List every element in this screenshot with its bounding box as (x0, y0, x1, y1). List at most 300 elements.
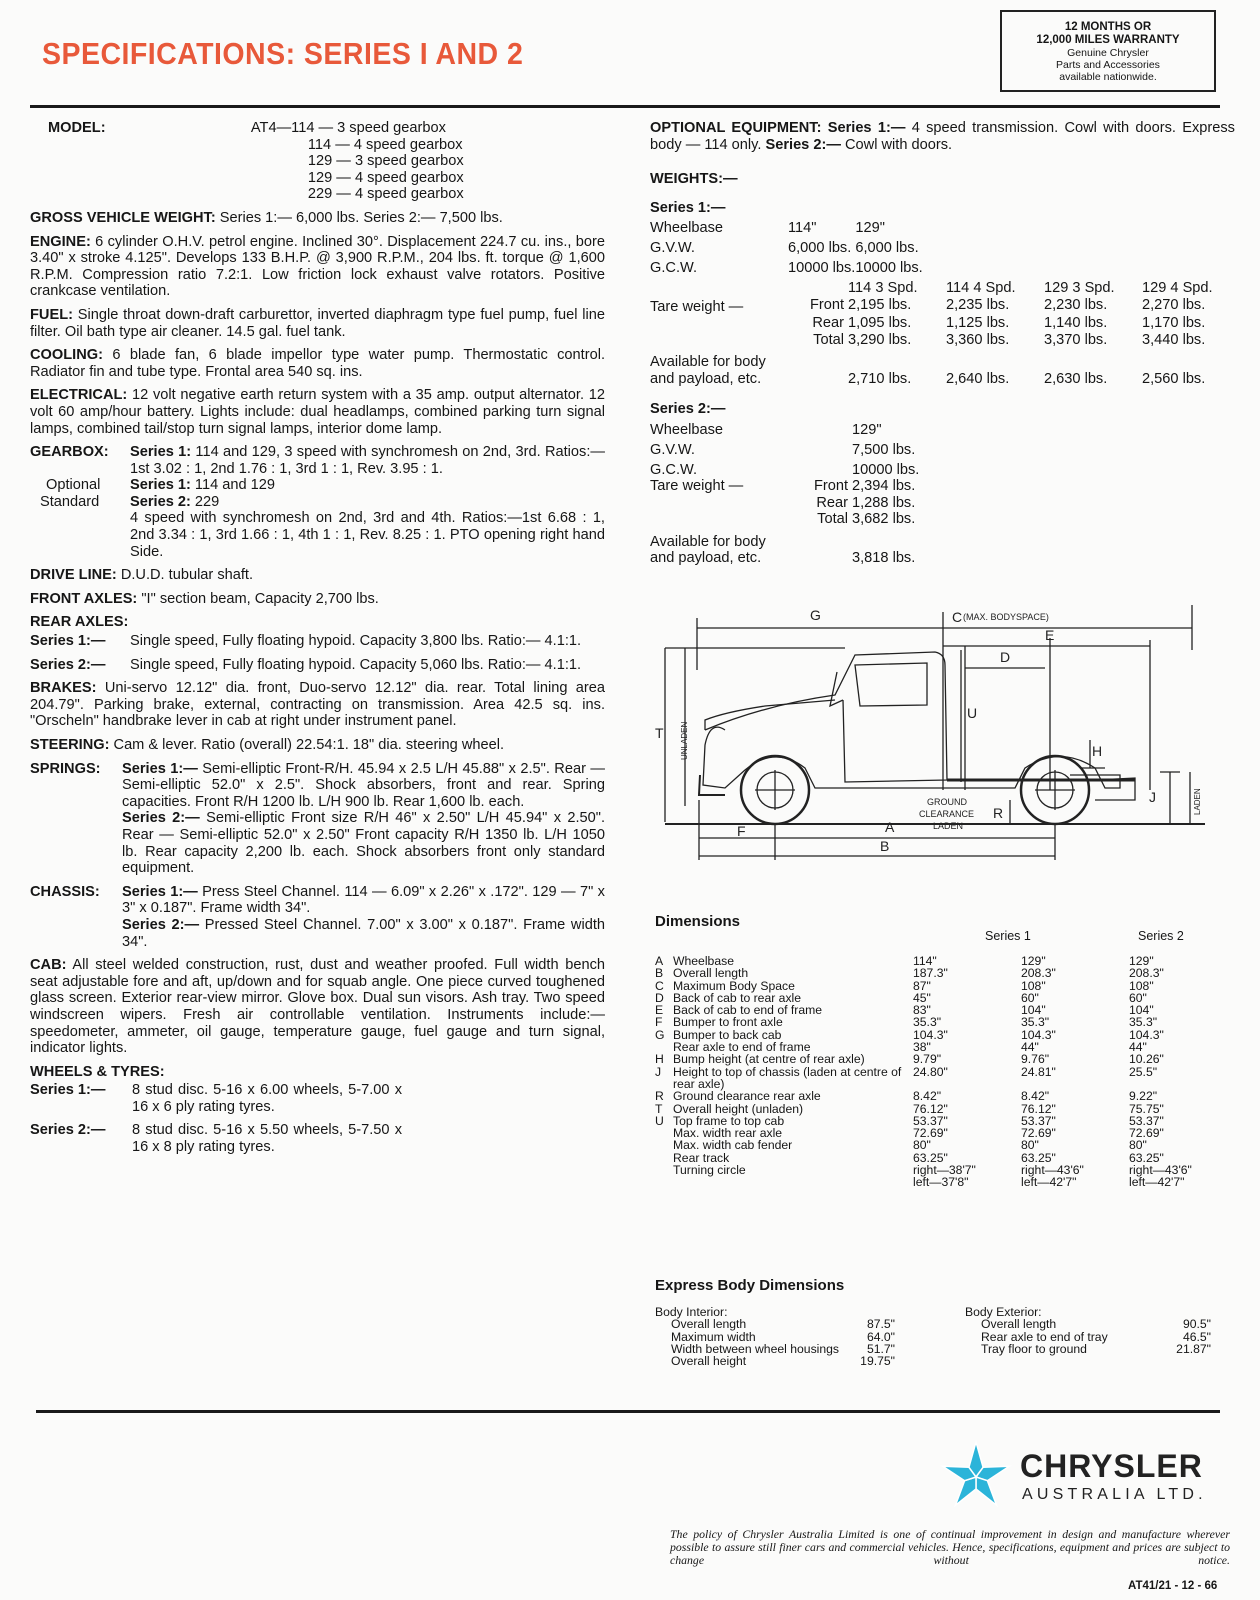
cooling-spec (30, 347, 605, 380)
steering-spec (30, 737, 605, 754)
cab-text: All steel welded construction, rust, dust and weather proofed. Full width bench seat adjustable fore and aft, up/down and for squab angle. One piece curved toughened glass screen. Exterior rear-view mirror. Glove box. Dual sun visors. Ash tray. Two speed windscreen wipers. Fresh air controllable ventilation. Instruments include:— speedometer, ammeter, oil gauge, temperature gauge, fuel gauge and turn signal, indicator lights. (30, 957, 605, 1057)
express-cell: 51.7" (866, 1341, 895, 1356)
weights-cell: Front (813, 478, 848, 495)
express-cell: Overall height (671, 1354, 747, 1369)
dimension-cell (655, 1152, 673, 1164)
warranty-line-5: available nationwide. (1059, 71, 1157, 83)
weights-cell: Rear (812, 315, 844, 332)
weights-cell: Total (817, 511, 848, 528)
weights-label: WEIGHTS:— (650, 171, 738, 188)
dimension-cell: 72.69" (913, 1126, 948, 1141)
dimension-cell: left—42'7" (1129, 1175, 1185, 1190)
dimension-cell: 76.12" (913, 1101, 948, 1116)
optional-s2-label: Series 2:— (765, 136, 841, 153)
dimension-cell: 187.3" (913, 966, 948, 981)
optional-s1-label: Series 1:— (827, 120, 906, 136)
dimension-cell: Rear track (673, 1150, 730, 1165)
dimension-cell: 104.3" (913, 1027, 948, 1042)
dimension-cell: Overall length (673, 966, 749, 981)
exterior-label: Body Exterior: (965, 1305, 1042, 1319)
weights-cell: 7,500 lbs. (852, 441, 916, 458)
warranty-line-1: 12 MONTHS OR (1064, 21, 1152, 33)
dimension-cell: 8.42" (1021, 1089, 1050, 1104)
dimension-cell: 25.5" (1129, 1064, 1158, 1079)
optional-label: Optional (46, 477, 101, 494)
dimension-cell: Bumper to back cab (673, 1027, 782, 1042)
express-cell: 46.5" (1182, 1329, 1211, 1344)
weights-col-head: 114 4 Spd. (946, 280, 1016, 297)
dimension-cell: Back of cab to end of frame (673, 1003, 823, 1018)
right-column (650, 120, 1235, 567)
wheels-s1-text: 8 stud disc. 5-16 x 6.00 wheels, 5-7.00 x 16 x 6 ply rating tyres. (132, 1082, 402, 1115)
fuel-text: Single throat down-draft carburettor, inverted diaphragm type fuel pump, fuel line filter. Oil bath type air cleaner. 14.5 gal. fuel tank. (30, 306, 605, 340)
weights-cell: 2,640 lbs. (946, 370, 1010, 387)
dimension-cell: 104" (1021, 1003, 1046, 1018)
gvw-label: GROSS VEHICLE WEIGHT: (30, 209, 216, 226)
weights-cell: 3,370 lbs. (1044, 331, 1108, 348)
dimension-cell: Bump height (at centre of rear axle) (673, 1052, 865, 1067)
dimension-row (655, 1103, 1219, 1115)
dimension-cell: 53.37" (1129, 1113, 1164, 1128)
dimension-cell: 108" (1021, 978, 1046, 993)
label-b: B (880, 838, 890, 854)
dimension-cell: 8.42" (913, 1089, 942, 1104)
dimension-row (655, 1139, 1219, 1151)
gearbox-s1-label: Series 1: (130, 444, 192, 461)
dimension-cell: 114" (913, 954, 937, 968)
tare-label: Tare weight — (650, 298, 744, 315)
chassis-spec (30, 884, 605, 950)
driveline-spec (30, 567, 605, 584)
available-label: Available for body (650, 533, 766, 550)
dimension-cell: 208.3" (1129, 966, 1164, 981)
wheels-label: WHEELS & TYRES: (30, 1063, 165, 1080)
dimension-cell: Back of cab to rear axle (673, 990, 802, 1005)
springs-spec (30, 761, 605, 877)
label-c-note: (MAX. BODYSPACE) (963, 612, 1049, 622)
weights-cell: 2,235 lbs. (946, 296, 1010, 313)
weights-cell: G.C.W. (650, 260, 698, 277)
dimension-cell: 63.25" (1021, 1150, 1056, 1165)
optional-s1-text: 4 speed transmission. Cowl with doors. Express body — 114 only. (650, 120, 1235, 153)
chrysler-logo (940, 1440, 1230, 1520)
label-a: A (885, 819, 895, 835)
model-line: 114 — 4 speed gearbox (307, 136, 463, 153)
weights-cell: 6,000 lbs. (788, 240, 852, 257)
dimension-cell: 80" (1021, 1138, 1039, 1153)
standard-label: Standard (40, 493, 100, 510)
disclaimer: The policy of Chrysler Australia Limited is one of continual improvement in design and manufacture wherever possible to assure still finer cars and commercial vehicles. Hence, specifications, equipment and prices are subject to change without notice. (670, 1527, 1230, 1567)
gvw-spec (30, 210, 605, 227)
standard-series-label: Series 2: (130, 493, 191, 510)
cooling-label: COOLING: (30, 347, 103, 364)
fuel-label: FUEL: (30, 306, 73, 323)
front-axles-label: FRONT AXLES: (30, 590, 138, 607)
springs-label: SPRINGS: (30, 760, 101, 777)
weights-cell: Wheelbase (650, 220, 724, 237)
available-label-2: and payload, etc. (650, 370, 762, 387)
dimension-row (655, 967, 1219, 979)
weights-cell: 2,560 lbs. (1142, 370, 1206, 387)
model-line: 229 — 4 speed gearbox (307, 186, 464, 203)
dimension-row (655, 1016, 1219, 1028)
weights-cell: 10000 lbs. (855, 260, 923, 277)
warranty-line-3: Genuine Chrysler (1067, 47, 1149, 59)
dimension-cell: 83" (913, 1003, 931, 1018)
express-row (671, 1318, 895, 1330)
model-block (48, 120, 605, 203)
dimension-cell: 38" (913, 1040, 931, 1055)
weights-cell: 1,125 lbs. (946, 315, 1010, 332)
brakes-spec (30, 680, 605, 730)
label-d: D (1000, 649, 1011, 665)
warranty-line-2: 12,000 MILES WARRANTY (1036, 34, 1180, 46)
weights-cell: Total (813, 331, 844, 348)
top-divider (30, 105, 1220, 108)
springs-s2-label: Series 2:— (122, 810, 200, 827)
brakes-label: BRAKES: (30, 680, 97, 697)
rear-axles-heading (30, 614, 605, 631)
logo-name: CHRYSLER (1020, 1448, 1203, 1484)
label-laden: LADEN (1193, 788, 1202, 815)
label-c: C (952, 609, 963, 625)
dimension-cell: 44" (1129, 1040, 1147, 1055)
front-axles-text: "I" section beam, Capacity 2,700 lbs. (141, 590, 379, 607)
dimension-cell: 24.80" (913, 1064, 948, 1079)
express-interior (655, 1306, 915, 1367)
dimension-cell: right—43'6" (1129, 1163, 1192, 1178)
weights-cell: Front (809, 296, 844, 313)
dimension-cell: 9.79" (913, 1052, 942, 1067)
left-column (30, 120, 605, 1163)
dimension-cell: 35.3" (1129, 1015, 1158, 1030)
dimension-cell: H (655, 1052, 664, 1067)
weights-cell: 3,440 lbs. (1142, 331, 1206, 348)
weights-col-head: 114 3 Spd. (848, 280, 918, 297)
driveline-label: DRIVE LINE: (30, 567, 117, 584)
label-ground-3: LADEN (933, 821, 964, 831)
available-label-2: and payload, etc. (650, 550, 762, 567)
truck-dimension-diagram (655, 607, 1225, 880)
electrical-text: 12 volt negative earth return system with a 35 amp. output alternator. 12 volt 60 amp/hour battery. Lights include: dual headlamps, combined parking turn signal lamps, combined tail/stop turn signal lamps, interior dome lamp. (30, 387, 605, 437)
dimension-cell: right—38'7" (913, 1163, 976, 1178)
dimension-cell: U (655, 1113, 664, 1128)
optional-equipment (650, 120, 1235, 153)
dimension-cell: D (655, 990, 664, 1005)
weights-cell: 2,630 lbs. (1044, 370, 1108, 387)
weights-cell: 2,710 lbs. (848, 370, 912, 387)
weights-cell: G.V.W. (650, 240, 695, 257)
engine-label: ENGINE: (30, 233, 91, 250)
weights-cell: 3,360 lbs. (946, 331, 1010, 348)
chassis-s2-text: Pressed Steel Channel. 7.00" x 3.00" x 0.187". Frame width 34". (122, 916, 605, 950)
model-line: 129 — 4 speed gearbox (307, 169, 464, 186)
dimension-cell: 9.76" (1021, 1052, 1050, 1067)
label-u: U (967, 705, 978, 721)
dimension-cell: 9.22" (1129, 1089, 1158, 1104)
electrical-spec (30, 387, 605, 437)
pentastar-segment (976, 1477, 997, 1505)
express-cell: 19.75" (860, 1354, 895, 1369)
standard-detail: 4 speed with synchromesh on 2nd, 3rd and 4th. Ratios:—1st 6.68 : 1, 2nd 3.34 : 1, 3rd 1.66 : 1, 4th 1 : 1, Rev. 8.25 : 1. PTO opening right hand Side. (130, 510, 605, 560)
dimension-cell: 104.3" (1129, 1027, 1164, 1042)
label-f: F (737, 823, 746, 839)
model-line: 129 — 3 speed gearbox (307, 153, 464, 170)
weights-cell: Wheelbase (650, 421, 724, 438)
dims-col-series2: Series 2 (1138, 929, 1184, 943)
dimension-cell: Turning circle (673, 1163, 746, 1178)
available-label: Available for body (650, 354, 766, 371)
weights-s1-label: Series 1:— (650, 199, 726, 216)
dimension-cell: Overall height (unladen) (673, 1101, 804, 1116)
weights-cell: 2,230 lbs. (1044, 296, 1108, 313)
dimension-cell: B (655, 966, 664, 981)
dimension-cell: Maximum Body Space (673, 978, 795, 993)
dimension-cell: 53.37" (1021, 1113, 1056, 1128)
dimension-cell: E (655, 1003, 664, 1018)
rear-axles-s2 (30, 657, 605, 674)
logo-sub: AUSTRALIA LTD. (1022, 1486, 1207, 1503)
dimension-cell: 24.81" (1021, 1064, 1056, 1079)
dimensions-table (655, 955, 1219, 1189)
dimension-row (655, 1090, 1219, 1102)
dimension-cell: 80" (1129, 1138, 1147, 1153)
optional-text: 114 and 129 (194, 477, 275, 494)
wheels-s1 (30, 1082, 605, 1115)
dimension-cell: 129" (1021, 954, 1046, 968)
weights-cell: 1,288 lbs. (852, 494, 916, 511)
pentastar-segment (955, 1477, 976, 1505)
dimension-cell: left—42'7" (1021, 1175, 1077, 1190)
dimension-cell: 60" (1129, 990, 1147, 1005)
steering-label: STEERING: (30, 737, 110, 753)
weights-cell: 3,818 lbs. (852, 550, 916, 567)
label-ground-2: CLEARANCE (919, 809, 975, 819)
label-j: J (1149, 789, 1156, 805)
dimension-cell: 72.69" (1129, 1126, 1164, 1141)
express-cell: 90.5" (1182, 1317, 1211, 1332)
dimension-cell: Max. width cab fender (673, 1138, 793, 1153)
truck-cab-outline (705, 652, 947, 782)
model-label: MODEL: (48, 120, 106, 136)
dimension-cell: 44" (1021, 1040, 1039, 1055)
chassis-s1-text: Press Steel Channel. 114 — 6.09" x 2.26" x .172". 129 — 7" x 3" x 0.187". Frame width 34". (122, 883, 605, 917)
label-e: E (1045, 627, 1055, 643)
weights-cell: 114" (788, 220, 817, 237)
dimension-row (655, 1176, 1219, 1188)
driveline-text: D.U.D. tubular shaft. (120, 567, 254, 584)
rear-s2-text: Single speed, Fully floating hypoid. Capacity 5,060 lbs. Ratio:— 4.1:1. (130, 656, 582, 673)
gearbox-s1-text: 114 and 129, 3 speed with synchromesh on 2nd, 3rd. Ratios:— 1st 3.02 : 1, 2nd 1.76 : 1, 3rd 1 : 1, Rev. 3.95 : 1. (130, 444, 605, 477)
optional-s2-text: Cowl with doors. (845, 136, 953, 153)
dimension-cell: Ground clearance rear axle (673, 1089, 821, 1104)
steering-text: Cam & lever. Ratio (overall) 22.54:1. 18" dia. steering wheel. (113, 737, 505, 753)
dimension-cell: F (655, 1015, 663, 1030)
weights-cell: 6,000 lbs. (855, 240, 919, 257)
chassis-label: CHASSIS: (30, 883, 100, 900)
express-row (981, 1343, 1211, 1355)
warranty-line-4: Parts and Accessories (1056, 59, 1160, 71)
wheels-s2-label: Series 2:— (30, 1122, 106, 1139)
express-title: Express Body Dimensions (655, 1277, 845, 1294)
rear-axles-label: REAR AXLES: (30, 614, 129, 631)
exterior-table (981, 1318, 1211, 1355)
engine-spec (30, 234, 605, 300)
truck-window (855, 663, 927, 706)
dimension-cell: T (655, 1101, 663, 1116)
bottom-divider (36, 1410, 1220, 1413)
express-cell: Overall length (671, 1317, 747, 1332)
express-exterior (965, 1306, 1225, 1355)
electrical-label: ELECTRICAL: (30, 387, 128, 404)
weights-cell: 129" (855, 220, 885, 237)
dimension-cell: 76.12" (1021, 1101, 1056, 1116)
dimension-cell: C (655, 978, 664, 993)
dimension-cell: 104.3" (1021, 1027, 1056, 1042)
cab-spec (30, 957, 605, 1057)
front-axles-spec (30, 591, 605, 608)
dimension-cell: 35.3" (913, 1015, 942, 1030)
dimension-cell: Bumper to front axle (673, 1015, 783, 1030)
label-t: T (655, 725, 664, 741)
dimension-cell: A (655, 954, 664, 968)
model-line: AT4—114 — 3 speed gearbox (250, 120, 446, 136)
weights-cell: 1,170 lbs. (1142, 315, 1206, 332)
dimension-cell (655, 1164, 673, 1176)
warranty-box (1000, 10, 1216, 92)
dimension-cell: 60" (1021, 990, 1039, 1005)
interior-table (671, 1318, 895, 1367)
optional-series-label: Series 1: (130, 477, 191, 494)
dimension-row (655, 1066, 1219, 1091)
dimension-cell: 75.75" (1129, 1101, 1164, 1116)
express-cell: Tray floor to ground (981, 1341, 1087, 1356)
standard-text: 229 (194, 493, 220, 510)
express-row (671, 1355, 895, 1367)
weights-cell: 2,394 lbs. (852, 478, 916, 495)
dimension-cell: 53.37" (913, 1113, 948, 1128)
dimension-cell: Height to top of chassis (laden at centre of rear axle) (673, 1064, 902, 1091)
wheels-s2-text: 8 stud disc. 5-16 x 5.50 wheels, 5-7.50 x 16 x 8 ply rating tyres. (132, 1122, 402, 1156)
truck-hood (705, 700, 835, 730)
dimension-row (655, 1053, 1219, 1065)
weights-heading (650, 171, 1235, 188)
label-ground-1: GROUND (927, 797, 967, 807)
dimension-cell: 63.25" (913, 1150, 948, 1165)
label-r: R (993, 805, 1004, 821)
weights-cell: 1,095 lbs. (848, 315, 912, 332)
rear-axles-s1 (30, 633, 605, 650)
document-code: AT41/21 - 12 - 66 (1128, 1580, 1218, 1592)
weights-col-head: 129 4 Spd. (1142, 280, 1213, 297)
rear-s1-text: Single speed, Fully floating hypoid. Capacity 3,800 lbs. Ratio:— 4.1:1. (130, 633, 582, 650)
dimension-cell: Max. width rear axle (673, 1126, 783, 1141)
dimension-cell: 63.25" (1129, 1150, 1164, 1165)
label-h: H (1092, 743, 1103, 759)
cab-label: CAB: (30, 957, 67, 974)
chassis-s1-label: Series 1:— (122, 883, 198, 900)
weights-s2-label: Series 2:— (650, 401, 726, 418)
weights-cell: 3,682 lbs. (852, 511, 916, 528)
weights-cell: 129" (852, 421, 882, 438)
dimension-cell: Wheelbase (673, 954, 734, 968)
chassis-s2-label: Series 2:— (122, 916, 200, 933)
pentastar-icon (940, 1440, 1012, 1512)
springs-s1-label: Series 1:— (122, 760, 198, 777)
dimension-cell: R (655, 1089, 664, 1104)
express-cell: Rear axle to end of tray (981, 1329, 1108, 1344)
springs-s1-text: Semi-elliptic Front-R/H. 45.94 x 2.5 L/H 45.88" x 2.5". Rear — Semi-elliptic 52.0" x 2.5". Shock absorbers, front and rear. Spring capacities. Front R/H 1200 lb. L/H 900 lb. Rear 1,600 lb. each. (122, 760, 605, 810)
dimension-cell: 87" (913, 978, 931, 993)
dimension-cell: 45" (913, 990, 931, 1005)
weights-s1-table (650, 220, 923, 280)
rear-s2-label: Series 2:— (30, 656, 106, 673)
express-row (981, 1318, 1211, 1330)
dimension-cell: Rear axle to end of frame (673, 1040, 811, 1055)
express-cell: 21.87" (1176, 1341, 1211, 1356)
express-cell: 87.5" (866, 1317, 895, 1332)
engine-text: 6 cylinder O.H.V. petrol engine. Inclined 30°. Displacement 224.7 cu. ins., bore 3.40" x stroke 4.125". Develops 133 B.H.P. @ 3,900 R.P.M., 204 lbs. ft. torque @ 1,600 R.P.M. Compression ratio 7.2:1. Low friction lock exhaust valve rotators. Positive crankcase ventilation. (30, 233, 605, 300)
dimension-cell: G (655, 1027, 665, 1042)
brakes-text: Uni-servo 12.12" dia. front, Duo-servo 12.12" dia. rear. Total lining area 204.79". Parking brake, external, contracting on transmission. Area 42.5 sq. ins. "Orscheln" handbrake lever in cab at right under instrument panel. (30, 680, 606, 730)
dimensions-title: Dimensions (655, 913, 741, 930)
dimension-cell (655, 1139, 673, 1151)
express-cell: Maximum width (671, 1329, 756, 1344)
dimension-cell (673, 1176, 913, 1188)
dims-col-series1: Series 1 (985, 929, 1031, 943)
dimension-cell: 208.3" (1021, 966, 1056, 981)
weights-cell: 10000 lbs. (788, 260, 856, 277)
wheels-s1-label: Series 1:— (30, 1082, 106, 1099)
dimension-cell: Top frame to top cab (673, 1113, 785, 1128)
weights-cell: G.V.W. (650, 441, 695, 458)
cooling-text: 6 blade fan, 6 blade impellor type water pump. Thermostatic control. Radiator fin and tube type. Frontal area 540 sq. ins. (30, 347, 605, 380)
wheels-s2 (30, 1122, 605, 1155)
dimension-cell: 72.69" (1021, 1126, 1056, 1141)
dimension-cell (655, 1176, 673, 1188)
fuel-spec (30, 307, 605, 340)
label-unladen: UNLADEN (680, 721, 689, 760)
dimension-cell: 129" (1129, 954, 1154, 968)
interior-label: Body Interior: (655, 1305, 728, 1319)
dimension-cell: right—43'6" (1021, 1163, 1084, 1178)
optional-equipment-label: OPTIONAL EQUIPMENT: (650, 120, 822, 136)
gearbox-label: GEARBOX: (30, 444, 109, 461)
dimension-cell: 10.26" (1129, 1052, 1164, 1067)
label-g: G (810, 607, 821, 623)
dimension-cell (655, 1127, 673, 1139)
gearbox-spec (30, 444, 605, 560)
weights-cell: G.C.W. (650, 461, 698, 478)
express-cell: 64.0" (866, 1329, 895, 1344)
weights-s1-tare-table (650, 280, 1213, 387)
dimension-cell: 35.3" (1021, 1015, 1050, 1030)
page-title: SPECIFICATIONS: SERIES I AND 2 (42, 36, 524, 71)
express-cell: Overall length (981, 1317, 1057, 1332)
weights-cell: 2,270 lbs. (1142, 296, 1206, 313)
dimension-cell: 108" (1129, 978, 1154, 993)
dimension-cell: left—37'8" (913, 1175, 969, 1190)
dimension-cell: 80" (913, 1138, 931, 1153)
weights-cell: 2,195 lbs. (848, 296, 912, 313)
weights-cell: 1,140 lbs. (1044, 315, 1108, 332)
weights-cell: Rear (816, 494, 848, 511)
gvw-text: Series 1:— 6,000 lbs. Series 2:— 7,500 lbs. (219, 209, 503, 226)
weights-cell: 10000 lbs. (852, 461, 920, 478)
weights-cell: 3,290 lbs. (848, 331, 912, 348)
rear-s1-label: Series 1:— (30, 633, 106, 650)
weights-s2-table (650, 422, 919, 567)
